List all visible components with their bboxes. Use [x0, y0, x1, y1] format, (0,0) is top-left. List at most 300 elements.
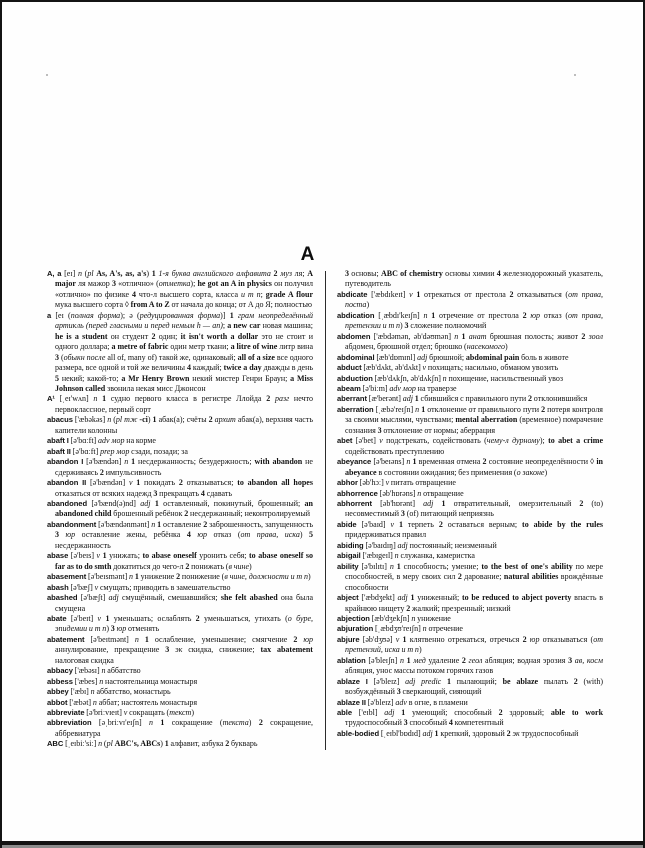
- bold-phrase: 2: [461, 655, 466, 665]
- italic-label: от права, поста: [345, 289, 603, 310]
- headword: abandon I: [47, 457, 84, 467]
- bold-phrase: 3: [396, 687, 401, 697]
- dictionary-entry: [337, 729, 603, 739]
- bold-phrase: 1: [416, 289, 421, 299]
- text-run: ['æbəsɪ]: [72, 666, 102, 676]
- headword: abet: [337, 436, 353, 446]
- text-run: оставленный, покинутый, брошенный;: [158, 498, 305, 508]
- bold-phrase: mental aberration: [455, 415, 518, 425]
- bold-phrase: 2: [522, 310, 527, 320]
- text-run: служанка, камеристка: [398, 551, 475, 561]
- italic-label: n: [149, 718, 154, 728]
- bold-phrase: twice a day: [223, 363, 262, 373]
- text-run: мука высшего сорта ◊: [55, 300, 131, 310]
- bold-phrase: 1: [396, 561, 401, 571]
- headword: abandoned: [47, 498, 88, 508]
- bold-phrase: to abandon all hopes: [237, 478, 313, 488]
- text-run: алфавит, азбука: [168, 739, 226, 749]
- bold-phrase: 2: [203, 519, 208, 529]
- text-run: не сдерживаясь: [55, 457, 313, 477]
- bold-phrase: 2: [195, 613, 200, 623]
- italic-label: adv мор: [389, 383, 416, 393]
- text-run: ['eɪbl]: [352, 708, 385, 718]
- bold-phrase: a metre of fabric: [111, 342, 169, 352]
- text-run: [əb'hɒrənt]: [372, 498, 424, 508]
- bold-phrase: 2: [573, 676, 578, 686]
- text-run: сложение полномочий: [408, 321, 487, 331]
- text-run: [əb'dʒʊə]: [359, 634, 396, 644]
- headword: ablaze II: [337, 697, 366, 707]
- bold-phrase: 2: [225, 739, 230, 749]
- text-run: налоговая скидка: [55, 655, 114, 665]
- text-run: ['æbdʒekt]: [358, 593, 398, 603]
- text-run: ['æbət]: [67, 697, 93, 707]
- italic-label: n: [151, 519, 156, 529]
- bold-phrase: 3: [55, 352, 59, 362]
- italic-label: n: [92, 697, 97, 707]
- text-run: отрекаться от престола: [420, 289, 510, 299]
- italic-label: геол: [468, 655, 483, 665]
- bold-phrase: 1: [102, 551, 107, 561]
- bold-phrase: 1: [154, 498, 159, 508]
- scan-speck-right: [574, 74, 576, 76]
- bold-phrase: grade A flour: [265, 289, 313, 299]
- text-run: [ə'bɑːft]: [68, 436, 99, 446]
- text-run: отвращение: [421, 488, 464, 498]
- italic-label: v: [395, 634, 400, 644]
- bold-phrase: 2: [528, 394, 532, 404]
- text-run: звонила некая мисс Джонсон: [105, 383, 206, 393]
- bold-phrase: 2: [581, 331, 586, 341]
- headword: ablaze I: [337, 676, 368, 686]
- text-run: ['æbɪgeɪl]: [360, 551, 395, 561]
- italic-label: n: [93, 394, 98, 404]
- text-run: аббатство: [105, 666, 141, 676]
- text-run: ослабление, уменьшение; смягчение: [148, 634, 294, 644]
- text-run: ): [191, 708, 194, 718]
- headword: abandon II: [47, 478, 87, 488]
- italic-label: насекомого: [466, 342, 506, 352]
- italic-label: неопределённый артикль (перед гласными и перед немым h — an): [55, 310, 314, 331]
- text-run: пылать: [538, 676, 574, 686]
- italic-label: adj: [397, 540, 408, 550]
- text-run: ): [418, 645, 422, 655]
- headword: abhorrence: [337, 488, 378, 498]
- italic-label: pl: [87, 269, 94, 278]
- dictionary-entry: [337, 677, 603, 698]
- bold-phrase: 1: [152, 415, 157, 425]
- text-run: придерживаться правил: [345, 530, 427, 540]
- text-run: брюшной;: [427, 352, 466, 362]
- bold-phrase: 1: [157, 519, 162, 529]
- text-run: в огне, в пламени: [406, 697, 468, 707]
- dictionary-entry: [47, 520, 313, 551]
- text-run: смущённый, смешавшийся;: [118, 593, 221, 603]
- text-run: прекращать: [157, 488, 201, 498]
- italic-label: v: [94, 582, 99, 592]
- dictionary-entry: [47, 269, 313, 311]
- italic-label: v: [379, 436, 383, 446]
- text-run: брюшная полость; живот: [486, 331, 582, 341]
- text-run: (: [59, 352, 64, 362]
- italic-label: v: [385, 478, 390, 488]
- italic-label: разг: [274, 394, 290, 404]
- bold-phrase: 2: [579, 498, 584, 508]
- text-run: [ə'bleɪz]: [367, 676, 406, 686]
- dictionary-entry: [47, 415, 313, 436]
- text-run: [eɪ]: [61, 269, 78, 278]
- text-run: пылающий;: [450, 676, 503, 686]
- bold-phrase: natural abilities: [503, 572, 559, 582]
- bold-phrase: 1: [461, 331, 466, 341]
- bold-phrase: 3: [110, 624, 115, 634]
- italic-label: и т п: [241, 289, 261, 299]
- headword: aberration: [337, 404, 374, 414]
- italic-label: муз: [280, 269, 292, 278]
- bold-phrase: 2: [438, 519, 443, 529]
- text-run: [ˌeɪ'wʌn]: [54, 394, 94, 404]
- text-run: от начала до конца; от А до Я; полностью: [169, 300, 312, 310]
- text-run: [ˌæbdʒʊ'reɪʃn]: [373, 624, 423, 634]
- dictionary-entry: [47, 572, 313, 582]
- italic-label: чему-л дурному: [486, 436, 540, 446]
- text-run: сдавать: [204, 488, 233, 498]
- italic-label: ав, косм: [574, 655, 603, 665]
- dictionary-entry: [337, 593, 603, 614]
- text-run: дарование;: [461, 572, 504, 582]
- bold-phrase: able to work: [550, 708, 604, 718]
- dictionary-entry: [47, 583, 313, 593]
- text-run: отменять: [126, 624, 160, 634]
- text-run: ): [160, 739, 165, 749]
- headword: abeyance: [337, 457, 372, 467]
- text-run: настоятельница монастыря: [103, 676, 198, 686]
- text-run: );: [190, 279, 198, 289]
- italic-label: от права, иска: [240, 530, 300, 540]
- bold-phrase: 5: [309, 530, 313, 540]
- text-run: (with) возбуждённый: [345, 676, 603, 697]
- text-run: (to) несовместимый: [345, 498, 603, 519]
- italic-label: n: [454, 331, 459, 341]
- headword: abbreviate: [47, 708, 85, 718]
- text-run: [əb'hɔː]: [357, 478, 386, 488]
- italic-label: n: [107, 415, 112, 425]
- text-run: [əˌbriːvɪ'eɪʃn]: [91, 718, 150, 728]
- text-run: подстрекать, содействовать (: [382, 436, 487, 446]
- bold-phrase: 1: [229, 310, 234, 320]
- bold-phrase: 1: [446, 676, 451, 686]
- italic-label: v: [123, 708, 128, 718]
- text-run: на корме: [124, 436, 156, 446]
- text-run: букварь: [229, 739, 258, 749]
- bold-phrase: 3: [345, 269, 349, 278]
- text-run: ): [147, 415, 153, 425]
- text-run: он студент: [107, 331, 152, 341]
- dictionary-entry: [337, 353, 603, 363]
- text-run: что-л высшего сорта, класса: [136, 289, 241, 299]
- text-run: ): [106, 624, 111, 634]
- dictionary-entry: [47, 739, 313, 749]
- text-run: абак(а), верхняя часть капители колонны: [55, 415, 313, 435]
- text-run: ['æbəkəs]: [72, 415, 108, 425]
- text-run: оставаться верным;: [442, 519, 523, 529]
- text-run: железнодорожный указатель, путеводитель: [345, 269, 603, 289]
- text-run: [æb'dʌkʃn, əb'dʌkʃn]: [372, 373, 443, 383]
- text-run: [ˌæbdɪ'keɪʃn]: [374, 310, 424, 320]
- italic-label: юр: [529, 634, 540, 644]
- bold-phrase: 3: [55, 530, 59, 540]
- headword: able-bodied: [337, 728, 380, 738]
- bold-phrase: 3: [568, 655, 573, 665]
- bold-phrase: to abide by the rules: [522, 519, 603, 529]
- bold-phrase: a new car: [227, 321, 261, 331]
- text-run: он получил «отлично» по физике: [55, 279, 313, 299]
- headword: ability: [337, 561, 359, 571]
- headword: abjure: [337, 634, 360, 644]
- dictionary-entry: [337, 405, 603, 436]
- bold-phrase: a Miss Johnson called: [55, 373, 313, 393]
- text-run: [ˌæbə'reɪʃn]: [373, 404, 416, 414]
- dictionary-entry: [337, 499, 603, 520]
- headword: abate: [47, 613, 67, 623]
- text-run: понижать (: [189, 561, 229, 571]
- text-run: покидать: [140, 478, 179, 488]
- text-run: некий мистер Генри Браун;: [189, 373, 291, 383]
- text-run: ): [249, 561, 252, 571]
- text-run: импульсивность: [103, 467, 162, 477]
- text-run: докатиться до чего-л: [111, 561, 186, 571]
- bold-phrase: 2: [541, 404, 546, 414]
- italic-label: n: [389, 561, 394, 571]
- bold-phrase: he is a student: [55, 331, 108, 341]
- text-run: ля мажор: [75, 279, 112, 289]
- bold-phrase: 2: [151, 331, 156, 341]
- text-run: ;: [222, 321, 228, 331]
- dictionary-entry: [47, 708, 313, 718]
- text-run: отказываться;: [182, 478, 238, 488]
- column-right: [337, 269, 603, 739]
- bold-phrase: 3: [404, 321, 409, 331]
- text-run: [ə'bænd(ə)nd]: [87, 498, 141, 508]
- scan-speck-left: [46, 74, 48, 76]
- italic-label: обыкн после: [63, 352, 106, 362]
- text-run: сокращение (: [164, 718, 223, 728]
- dictionary-entry: [47, 666, 313, 676]
- bold-phrase: 2: [273, 269, 278, 278]
- italic-label: adv мор: [98, 436, 125, 446]
- text-run: ['æbes]: [72, 676, 100, 686]
- text-run: ): [505, 342, 508, 352]
- text-run: отклонение от нормы; аберрация: [381, 425, 496, 435]
- dictionary-entry: [337, 311, 603, 332]
- text-run: понижение (: [180, 572, 225, 582]
- dictionary-entry: [47, 677, 313, 687]
- bold-phrase: 1: [102, 394, 107, 404]
- text-run: ): [307, 572, 311, 582]
- text-run: [ə'beɪəns]: [371, 457, 407, 467]
- text-run: [ə'bɑːft]: [70, 446, 101, 456]
- bold-phrase: all of a size: [237, 352, 275, 362]
- bold-phrase: 1: [401, 708, 406, 718]
- text-run: литр вина: [277, 342, 314, 352]
- text-run: она была смущена: [55, 593, 314, 613]
- bold-phrase: As, A's, as, a's: [96, 269, 147, 278]
- dictionary-entry: [47, 718, 313, 739]
- text-run: [eɪ (: [51, 310, 71, 320]
- bold-phrase: 2: [457, 572, 462, 582]
- dictionary-entry: [47, 394, 313, 415]
- italic-label: грам: [237, 310, 255, 320]
- text-run: [ə'bændən]: [83, 457, 125, 467]
- dictionary-entry: [337, 332, 603, 353]
- text-run: (: [102, 739, 107, 749]
- dictionary-entry: [337, 394, 603, 404]
- italic-label: юр: [116, 624, 127, 634]
- bold-phrase: 2: [522, 634, 527, 644]
- text-run: [ə'bændən]: [86, 478, 129, 488]
- bold-phrase: 4: [200, 488, 205, 498]
- headword: abjection: [337, 613, 370, 623]
- text-run: заброшенность, запущенность: [207, 519, 313, 529]
- text-run: [æb'dʌkt, əb'dʌkt]: [361, 363, 423, 373]
- italic-label: pl тж: [115, 415, 138, 425]
- text-run: ;: [260, 289, 266, 299]
- dictionary-entry: [337, 635, 603, 656]
- bold-phrase: 4: [448, 718, 453, 728]
- text-run: несдержанность; безудержность;: [135, 457, 255, 467]
- text-run: отказываться (: [513, 289, 569, 299]
- dictionary-entry: [337, 541, 603, 551]
- dictionary-entry: [337, 457, 603, 478]
- dictionary-entry: [337, 708, 603, 729]
- text-run: способность; умение;: [400, 561, 482, 571]
- text-run: [ə'beɪsmənt]: [86, 572, 130, 582]
- headword: abaft I: [47, 436, 69, 446]
- italic-label: n: [77, 269, 82, 278]
- italic-label: мед: [413, 655, 426, 665]
- text-run: основы химии: [442, 269, 497, 278]
- headword: abiding: [337, 540, 364, 550]
- bold-phrase: 2: [406, 603, 411, 613]
- dictionary-entry: [47, 447, 313, 457]
- text-run: компетентный: [452, 718, 504, 728]
- text-run: в состоянии ожидания; без применения (: [376, 467, 517, 477]
- bold-phrase: 2: [498, 708, 503, 718]
- text-run: потеря контроля за своими мыслями, чувствами;: [345, 404, 603, 425]
- italic-label: v: [390, 519, 395, 529]
- headword: abbacy: [47, 666, 73, 676]
- headword: abjuration: [337, 624, 374, 634]
- text-run: скидка, снижение;: [182, 645, 261, 655]
- italic-label: n: [442, 373, 447, 383]
- headword: abbreviation: [47, 718, 92, 728]
- dictionary-entry: [47, 687, 313, 697]
- bold-phrase: from A to Z: [130, 300, 170, 310]
- italic-label: adj: [397, 593, 408, 603]
- bold-phrase: be ablaze: [502, 676, 539, 686]
- text-run: [ə'beɪs]: [68, 551, 97, 561]
- text-run: уронить себя;: [196, 551, 250, 561]
- bold-phrase: an abandoned child: [55, 498, 313, 519]
- bold-phrase: to abase oneself: [142, 551, 197, 561]
- headword: abigail: [337, 551, 361, 561]
- headword: abduction: [337, 373, 373, 383]
- italic-label: adj: [417, 352, 428, 362]
- italic-label: отметка: [158, 279, 191, 289]
- text-run: абак(а); счёты: [156, 415, 209, 425]
- italic-label: n: [99, 676, 104, 686]
- headword: abhorrent: [337, 498, 372, 508]
- text-run: несдержанный; неконтролируемый: [188, 509, 310, 519]
- dictionary-entry: [337, 698, 603, 708]
- column-left: [47, 269, 313, 750]
- text-run: похищать; насильно, обманом увозить: [426, 363, 559, 373]
- bold-phrase: 2: [208, 415, 213, 425]
- italic-label: юр: [65, 530, 76, 540]
- italic-label: n: [129, 572, 134, 582]
- text-run: некий; какой-то;: [59, 373, 122, 383]
- text-run: [ə'bændənmənt]: [96, 519, 152, 529]
- headword: abacus: [47, 415, 73, 425]
- italic-label: редуцированная форма: [139, 310, 221, 320]
- text-run: [ə'bleɪz]: [365, 697, 396, 707]
- text-run: сзади, позади; за: [129, 446, 188, 456]
- bold-phrase: 1: [410, 593, 415, 603]
- italic-label: v: [409, 289, 413, 299]
- text-run: унижение: [415, 613, 451, 623]
- text-run: ['æbdəmən, əb'dəʊmən]: [370, 331, 455, 341]
- headword: abdication: [337, 310, 375, 320]
- text-run: ); ə (: [120, 310, 140, 320]
- text-run: на траверзе: [415, 383, 457, 393]
- text-run: ): [400, 321, 405, 331]
- italic-label: полная форма: [70, 310, 121, 320]
- text-run: аннулирование, прекращение: [55, 645, 166, 655]
- dictionary-entry: [337, 290, 603, 311]
- text-run: все одного размера, все одной и той же величины: [55, 352, 313, 373]
- column-divider-rule: [325, 271, 326, 750]
- bold-phrase: a Mr Henry Brown: [121, 373, 190, 383]
- headword: abbess: [47, 676, 73, 686]
- headword: abdominal: [337, 352, 375, 362]
- text-run: ): [366, 300, 370, 310]
- bold-phrase: to the best of one's ability: [481, 561, 573, 571]
- text-run: умеющий; способный: [405, 708, 499, 718]
- text-run: состояние неопределённости ◊: [486, 457, 597, 467]
- dictionary-entry: [337, 363, 603, 373]
- text-run: способный: [407, 718, 449, 728]
- bold-phrase: 1: [421, 404, 426, 414]
- bold-phrase: 1: [144, 634, 149, 644]
- italic-label: n: [417, 488, 422, 498]
- italic-label: от претензий, иска и т п: [345, 634, 603, 655]
- bold-phrase: 2: [293, 634, 298, 644]
- text-run: уменьшаться, утихать (: [199, 613, 288, 623]
- dictionary-entry: [47, 614, 313, 635]
- dictionary-entry: [337, 384, 603, 394]
- text-run: врождённые способности: [345, 572, 604, 592]
- text-run: временная отмена: [416, 457, 483, 467]
- text-run: терпеть: [402, 519, 439, 529]
- dictionary-entry: [47, 593, 313, 614]
- dictionary-entry: [47, 551, 313, 572]
- bold-phrase: 1: [434, 728, 439, 738]
- bold-phrase: 2: [185, 561, 190, 571]
- text-run: отказ (: [539, 310, 569, 320]
- italic-label: v: [97, 613, 102, 623]
- text-run: это не стоит и одного доллара;: [55, 331, 313, 352]
- headword: abbot: [47, 697, 68, 707]
